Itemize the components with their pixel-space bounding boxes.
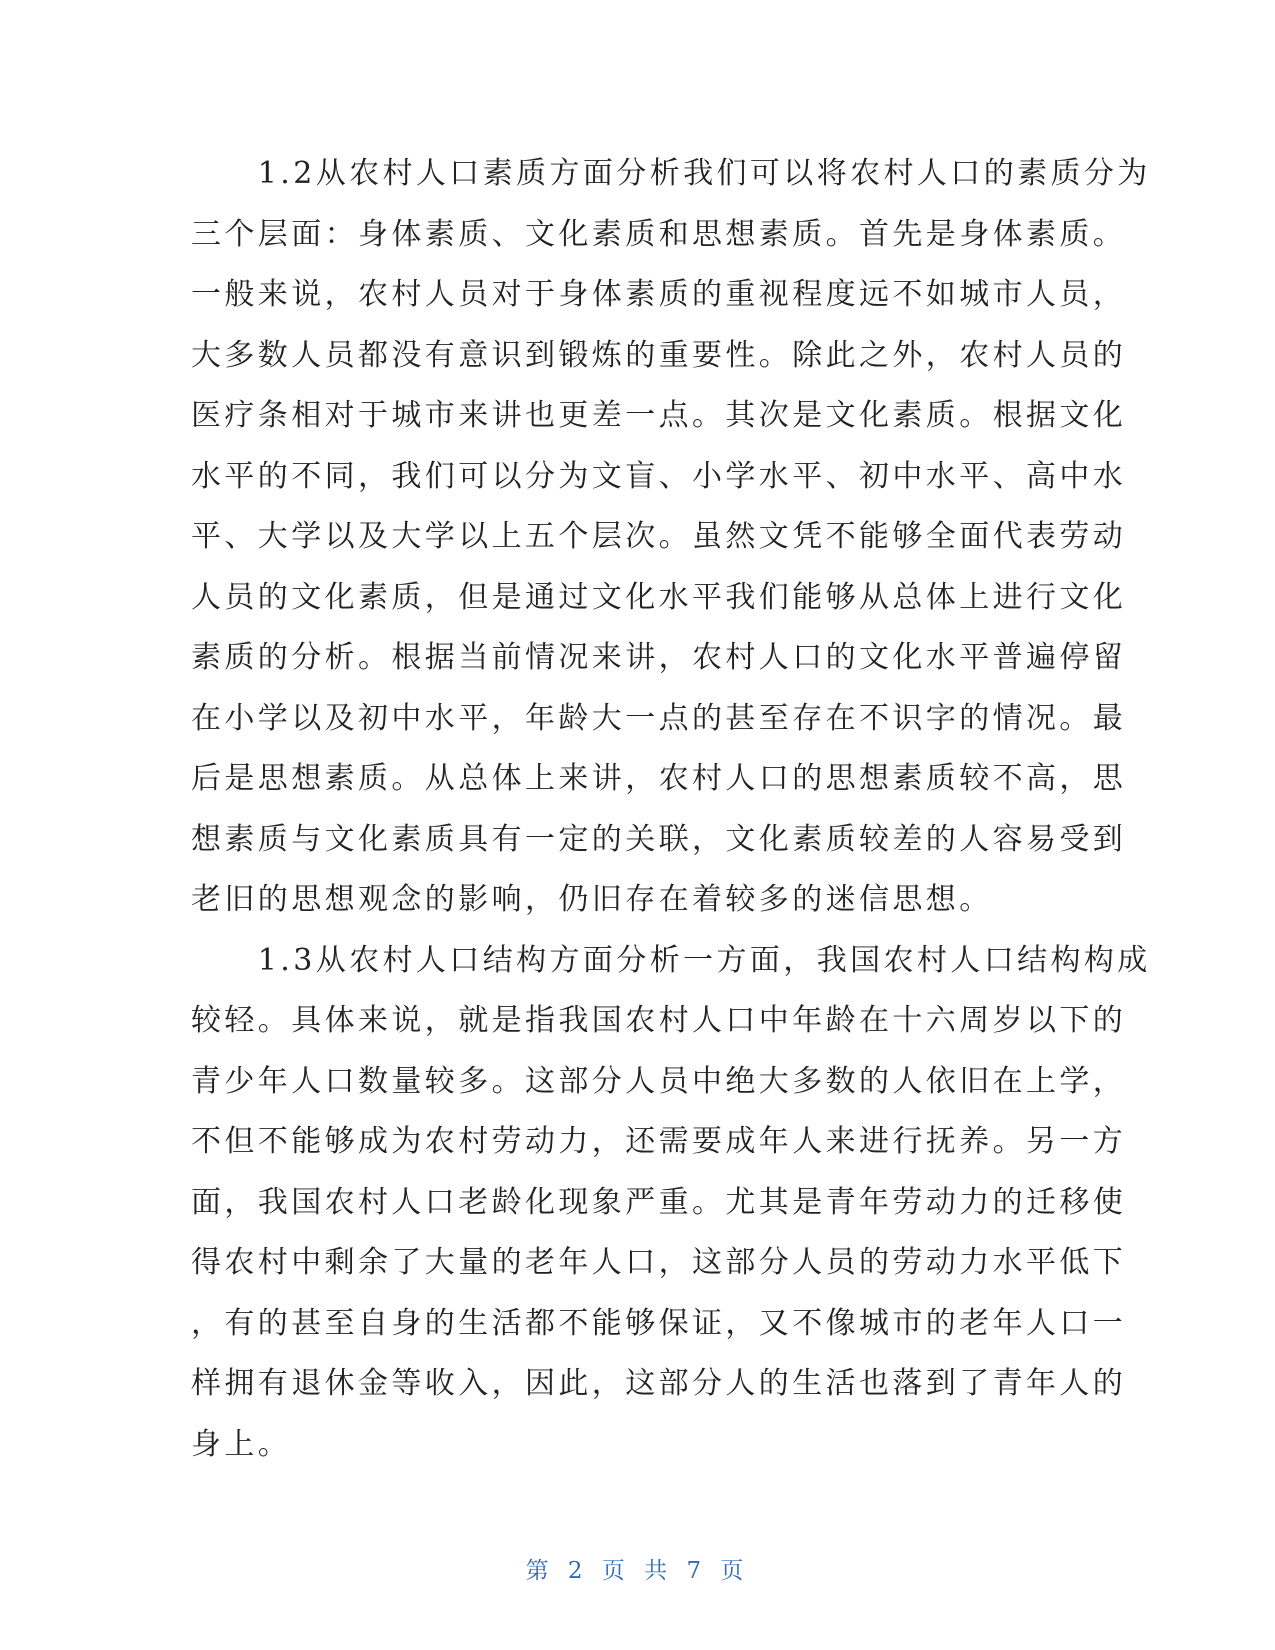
- text-line: 面，我国农村人口老龄化现象严重。尤其是青年劳动力的迁移使: [191, 1184, 1127, 1220]
- text-line: ，有的甚至自身的生活都不能够保证，又不像城市的老年人口一: [191, 1305, 1127, 1341]
- text-line: 青少年人口数量较多。这部分人员中绝大多数的人依旧在上学，: [191, 1063, 1127, 1099]
- text-line: 得农村中剩余了大量的老年人口，这部分人员的劳动力水平低下: [191, 1245, 1127, 1280]
- text-line: 想素质与文化素质具有一定的关联，文化素质较差的人容易受到: [191, 821, 1127, 857]
- text-line: 不但不能够成为农村劳动力，还需要成年人来进行抚养。另一方: [191, 1124, 1127, 1159]
- text-line: 1.3从农村人口结构方面分析一方面，我国农村人口结构构成: [191, 942, 1151, 978]
- text-line: 较轻。具体来说，就是指我国农村人口中年龄在十六周岁以下的: [191, 1003, 1127, 1038]
- text-line: 1.2从农村人口素质方面分析我们可以将农村人口的素质分为: [191, 156, 1151, 191]
- text-line: 后是思想素质。从总体上来讲，农村人口的思想素质较不高，思: [191, 761, 1127, 796]
- text-line: 大多数人员都没有意识到锻炼的重要性。除此之外，农村人员的: [191, 337, 1127, 373]
- text-line: 老旧的思想观念的影响，仍旧存在着较多的迷信思想。: [191, 882, 993, 917]
- text-line: 三个层面：身体素质、文化素质和思想素质。首先是身体素质。: [191, 216, 1127, 252]
- text-line: 医疗条相对于城市来讲也更差一点。其次是文化素质。根据文化: [191, 398, 1127, 433]
- document-body: [191, 144, 1151, 1475]
- text-line: 一般来说，农村人员对于身体素质的重视程度远不如城市人员，: [191, 277, 1127, 312]
- text-line: 身上。: [191, 1426, 292, 1462]
- text-line: 平、大学以及大学以上五个层次。虽然文凭不能够全面代表劳动: [191, 519, 1127, 554]
- text-line: 素质的分析。根据当前情况来讲，农村人口的文化水平普遍停留: [191, 640, 1127, 675]
- text-line: 水平的不同，我们可以分为文盲、小学水平、初中水平、高中水: [191, 458, 1127, 494]
- text-line: 样拥有退休金等收入，因此，这部分人的生活也落到了青年人的: [191, 1366, 1127, 1401]
- text-line: 人员的文化素质，但是通过文化水平我们能够从总体上进行文化: [191, 579, 1127, 615]
- text-line: 在小学以及初中水平，年龄大一点的甚至存在不识字的情况。最: [191, 700, 1127, 736]
- page-number-footer: 第 2 页 共 7 页: [525, 1558, 750, 1584]
